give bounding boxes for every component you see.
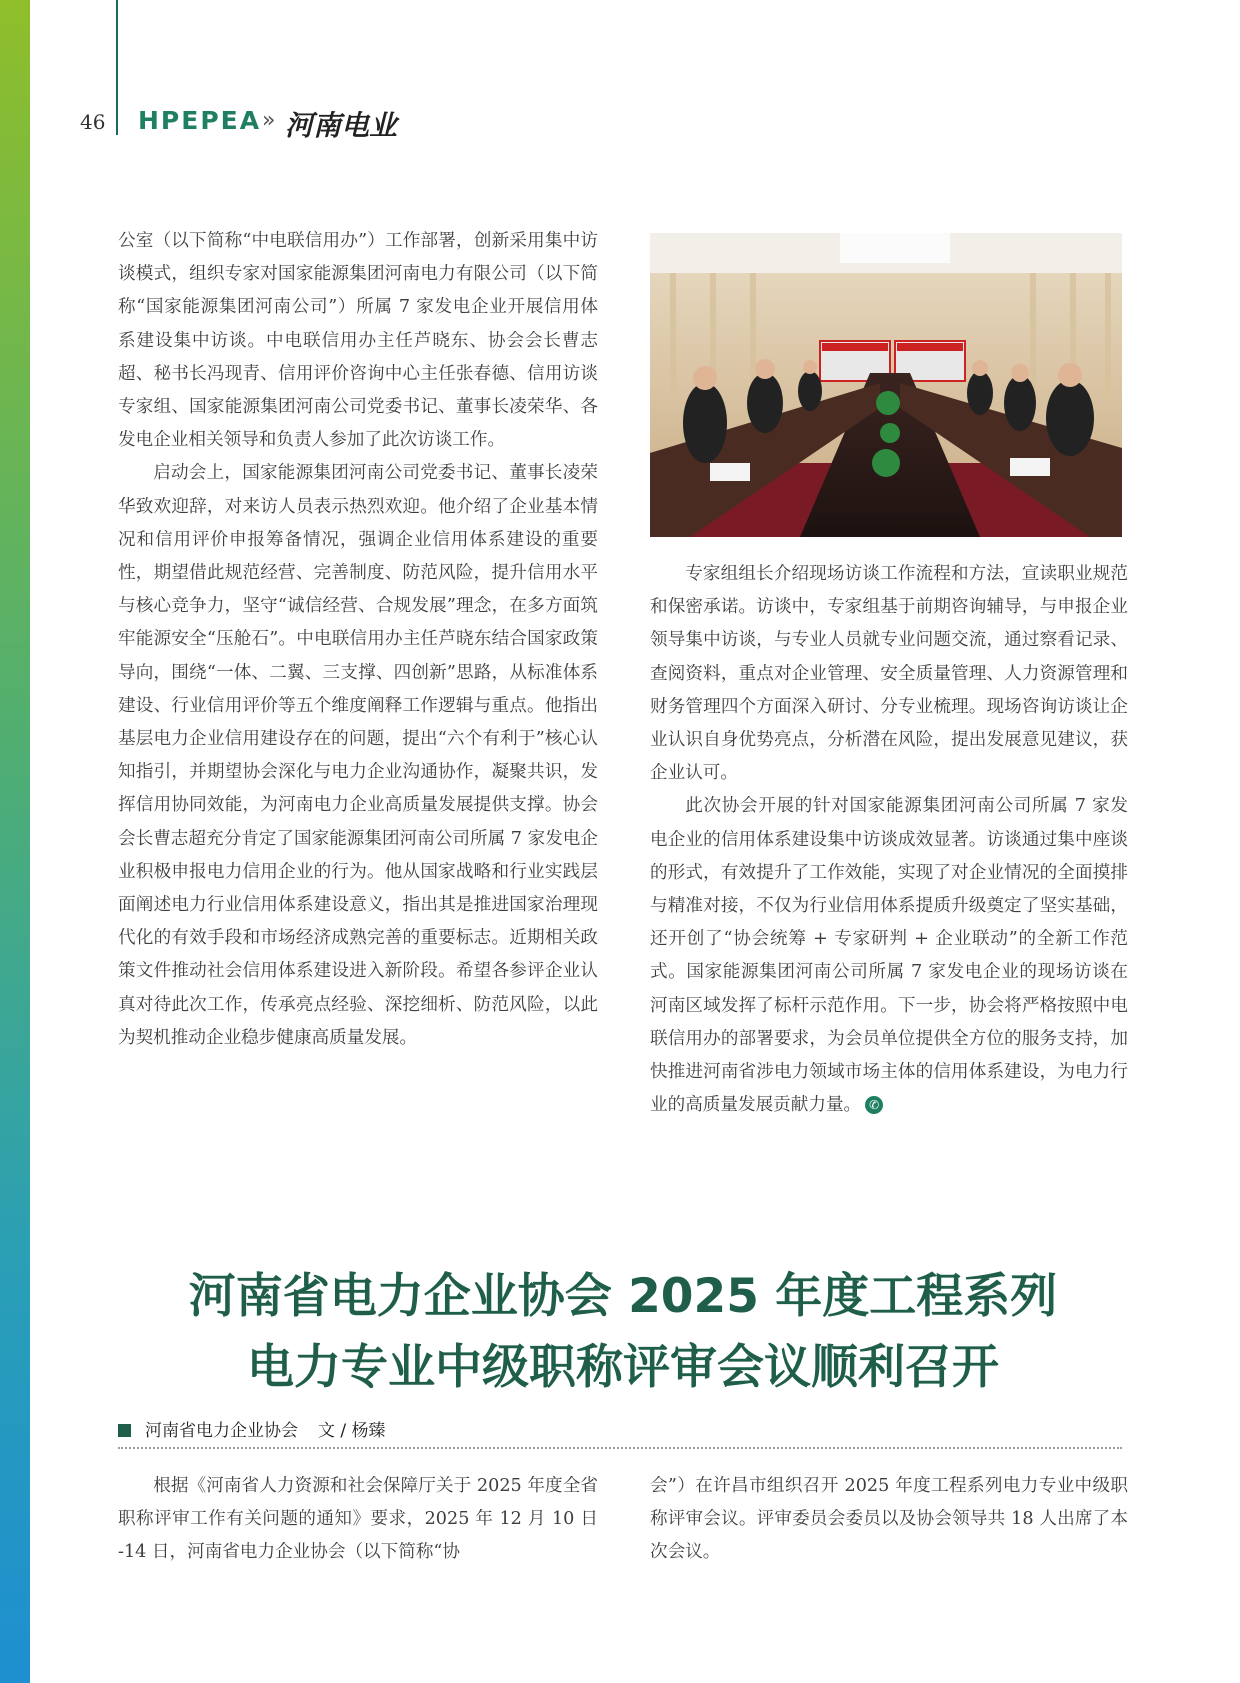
article1-paragraph-3: 专家组组长介绍现场访谈工作流程和方法，宣读职业规范和保密承诺。访谈中，专家组基于前期咨询辅导，与申报企业领导集中访谈，与专业人员就专业问题交流，通过察看记录、查阅资料，重点对企业管理、安全质量管理、人力资源管理和财务管理四个方面深入研讨、分专业梳理。现场咨询访谈让企业认识自身优势亮点，分析潜在风险，提出发展意见建议，获企业认可。: [650, 564, 1128, 784]
article2-title-line1: 河南省电力企业协会 2025 年度工程系列: [188, 1269, 1058, 1324]
article2-right-column: [650, 1470, 1128, 1570]
meeting-photo: [650, 233, 1122, 537]
square-bullet-icon: [118, 1424, 131, 1437]
article2-paragraph-1: 根据《河南省人力资源和社会保障厅关于 2025 年度全省职称评审工作有关问题的通知》要求，2025 年 12 月 10 日 -14 日，河南省电力企业协会（以下简称“协: [118, 1476, 598, 1563]
byline-author: 文 / 杨臻: [318, 1421, 386, 1441]
article1-paragraph-4: 此次协会开展的针对国家能源集团河南公司所属 7 家发电企业的信用体系建设集中访谈成效显著。访谈通过集中座谈的形式，有效提升了工作效能，实现了对企业情况的全面摸排与精准对接，不仅为行业信用体系提质升级奠定了坚实基础，还开创了“协会统筹 + 专家研判 + 企业联动”的全新工作范式。国家能源集团河南公司所属 7 家发电企业的现场访谈在河南区域发挥了标杆示范作用。下一步，协会将严格按照中电联信用办的部署要求，为会员单位提供全方位的服务支持，加快推进河南省涉电力领域市场主体的信用体系建设，为电力行业的高质量发展贡献力量。: [650, 796, 1128, 1116]
meeting-photo-drawing: [650, 233, 1122, 537]
byline-organization: 河南省电力企业协会: [145, 1421, 298, 1441]
article2-left-column: [118, 1470, 598, 1570]
magazine-name: 河南电业: [285, 109, 398, 142]
magazine-end-icon: ✆: [865, 1096, 883, 1114]
article1-left-column: [118, 225, 598, 1055]
association-logo: HPEPEA: [138, 106, 262, 135]
green-gradient-sidebar: [0, 0, 30, 1683]
page-number: 46: [80, 110, 106, 134]
article1-paragraph-1: 公室（以下简称“中电联信用办”）工作部署，创新采用集中访谈模式，组织专家对国家能源集团河南电力有限公司（以下简称“国家能源集团河南公司”）所属 7 家发电企业开展信用体系建设集中访谈。中电联信用办主任芦晓东、协会会长曹志超、秘书长冯现青、信用评价咨询中心主任张春德、信用访谈专家组、国家能源集团河南公司党委书记、董事长凌荣华、各发电企业相关领导和负责人参加了此次访谈工作。: [118, 231, 598, 451]
dotted-divider: [118, 1447, 1122, 1449]
header-vertical-rule: [116, 0, 118, 135]
article2-byline: [118, 1416, 386, 1441]
article1-paragraph-2: 启动会上，国家能源集团河南公司党委书记、董事长凌荣华致欢迎辞，对来访人员表示热烈欢迎。他介绍了企业基本情况和信用评价申报筹备情况，强调企业信用体系建设的重要性，期望借此规范经营、完善制度、防范风险，提升信用水平与核心竞争力，坚守“诚信经营、合规发展”理念，在多方面筑牢能源安全“压舱石”。中电联信用办主任芦晓东结合国家政策导向，围绕“一体、二翼、三支撑、四创新”思路，从标准体系建设、行业信用评价等五个维度阐释工作逻辑与重点。他指出基层电力企业信用建设存在的问题，提出“六个有利于”核心认知指引，并期望协会深化与电力企业沟通协作，凝聚共识，发挥信用协同效能，为河南电力企业高质量发展提供支撑。协会会长曹志超充分肯定了国家能源集团河南公司所属 7 家发电企业积极申报电力信用企业的行为。他从国家战略和行业实践层面阐述电力行业信用体系建设意义，指出其是推进国家治理现代化的有效手段和市场经济成熟完善的重要标志。近期相关政策文件推动社会信用体系建设进入新阶段。希望各参评企业认真对待此次工作，传承亮点经验、深挖细析、防范风险，以此为契机推动企业稳步健康高质量发展。: [118, 463, 598, 1048]
double-chevron-icon: »: [262, 108, 276, 133]
article1-right-column: [650, 558, 1128, 1122]
article2-paragraph-2: 会”）在许昌市组织召开 2025 年度工程系列电力专业中级职称评审会议。评审委员会委员以及协会领导共 18 人出席了本次会议。: [650, 1476, 1128, 1563]
article2-title-line2: 电力专业中级职称评审会议顺利召开: [247, 1340, 999, 1395]
